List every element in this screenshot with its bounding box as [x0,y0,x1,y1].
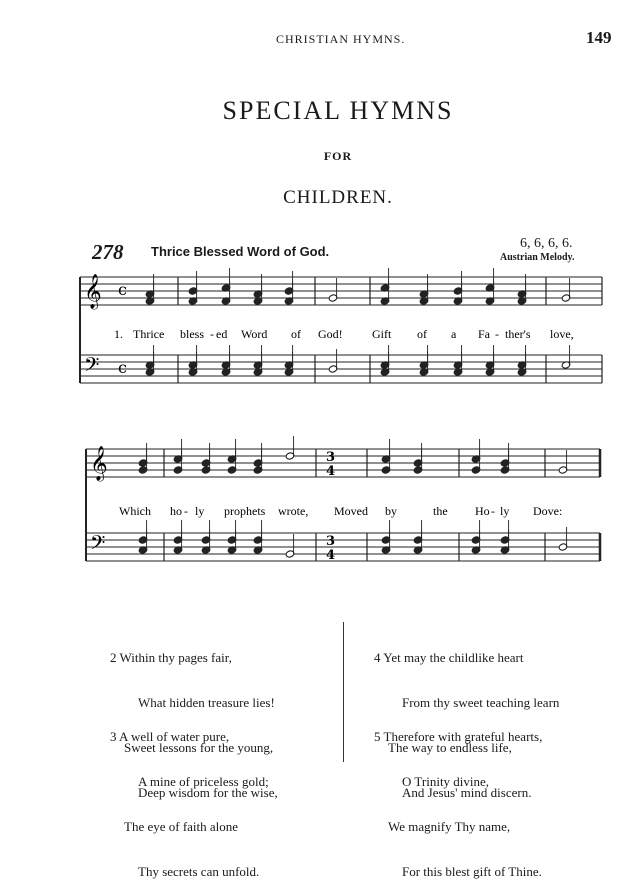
hymn-tune: Austrian Melody. [500,252,575,263]
page-number: 149 [586,28,612,47]
lyric-syllable: ly [500,504,510,518]
lyric-syllable: of [417,327,427,341]
time-signature-top: 3 [326,450,336,465]
lyric-syllable: - [495,327,499,341]
common-time-icon: c [118,280,127,299]
section-audience: CHILDREN. [283,187,393,208]
lyric-syllable: Fa [478,327,490,341]
lyric-syllable: of [291,327,301,341]
time-signature-top: 3 [326,534,336,549]
hymn-number: 278 [92,240,124,264]
hymn-title: Thrice Blessed Word of God. [151,244,330,259]
lyric-syllable: ther's [505,327,531,341]
verse-4: 4 Yet may the childlike heart From thy sweet teaching learn The way to endless life, And Jesus' mind discern. [374,650,560,800]
lyric-syllable: the [433,504,448,518]
section-for: FOR [323,149,353,163]
section-title: SPECIAL HYMNS [222,96,454,125]
lyric-syllable: by [385,504,397,518]
bass-clef-icon: 𝄢 [84,353,100,381]
lyric-syllable: Gift [372,327,392,341]
lyric-syllable: - [184,504,188,518]
verse-number: 2 [110,650,117,665]
time-signature-bottom: 4 [326,464,336,479]
lyric-syllable: Ho [475,504,490,518]
lyric-syllable: Dove: [533,504,563,518]
lyric-syllable: bless [180,327,204,341]
lyric-syllable: God! [318,327,343,341]
lyric-syllable: ed [216,327,228,341]
treble-clef-icon: 𝄞 [90,446,108,481]
common-time-icon: c [118,358,127,377]
bass-clef-icon: 𝄢 [90,531,106,559]
lyric-syllable: ly [195,504,205,518]
lyric-syllable: Thrice [133,327,165,341]
lyric-syllable: love, [550,327,574,341]
verse-column-divider [343,622,344,762]
lyric-syllable: Word [241,327,268,341]
verse-5: 5 Therefore with grateful hearts, O Trinity divine, We magnify Thy name, For this blest gift of Thine. [374,729,543,879]
verse-2: 2 Within thy pages fair, What hidden treasure lies! Sweet lessons for the young, Deep wisdom for the wise, [110,650,278,800]
lyric-syllable: Moved [334,504,368,518]
time-signature-bottom: 4 [326,548,336,563]
lyric-syllable: 1. [114,327,123,341]
lyric-syllable: - [210,327,214,341]
verse-number: 3 [110,729,117,744]
lyric-syllable: Which [119,504,151,518]
lyric-syllable: ho [170,504,182,518]
verse-number: 5 [374,729,381,744]
verse-number: 4 [374,650,381,665]
hymn-meter: 6, 6, 6, 6. [520,236,573,251]
running-title: CHRISTIAN HYMNS. [276,32,406,46]
lyric-syllable: - [491,504,495,518]
lyric-syllable: a [451,327,457,341]
treble-clef-icon: 𝄞 [84,274,102,309]
lyric-syllable: wrote, [278,504,309,518]
lyric-syllable: prophets [224,504,266,518]
verse-3: 3 A well of water pure, A mine of priceless gold; The eye of faith alone Thy secrets can unfold. [110,729,269,879]
